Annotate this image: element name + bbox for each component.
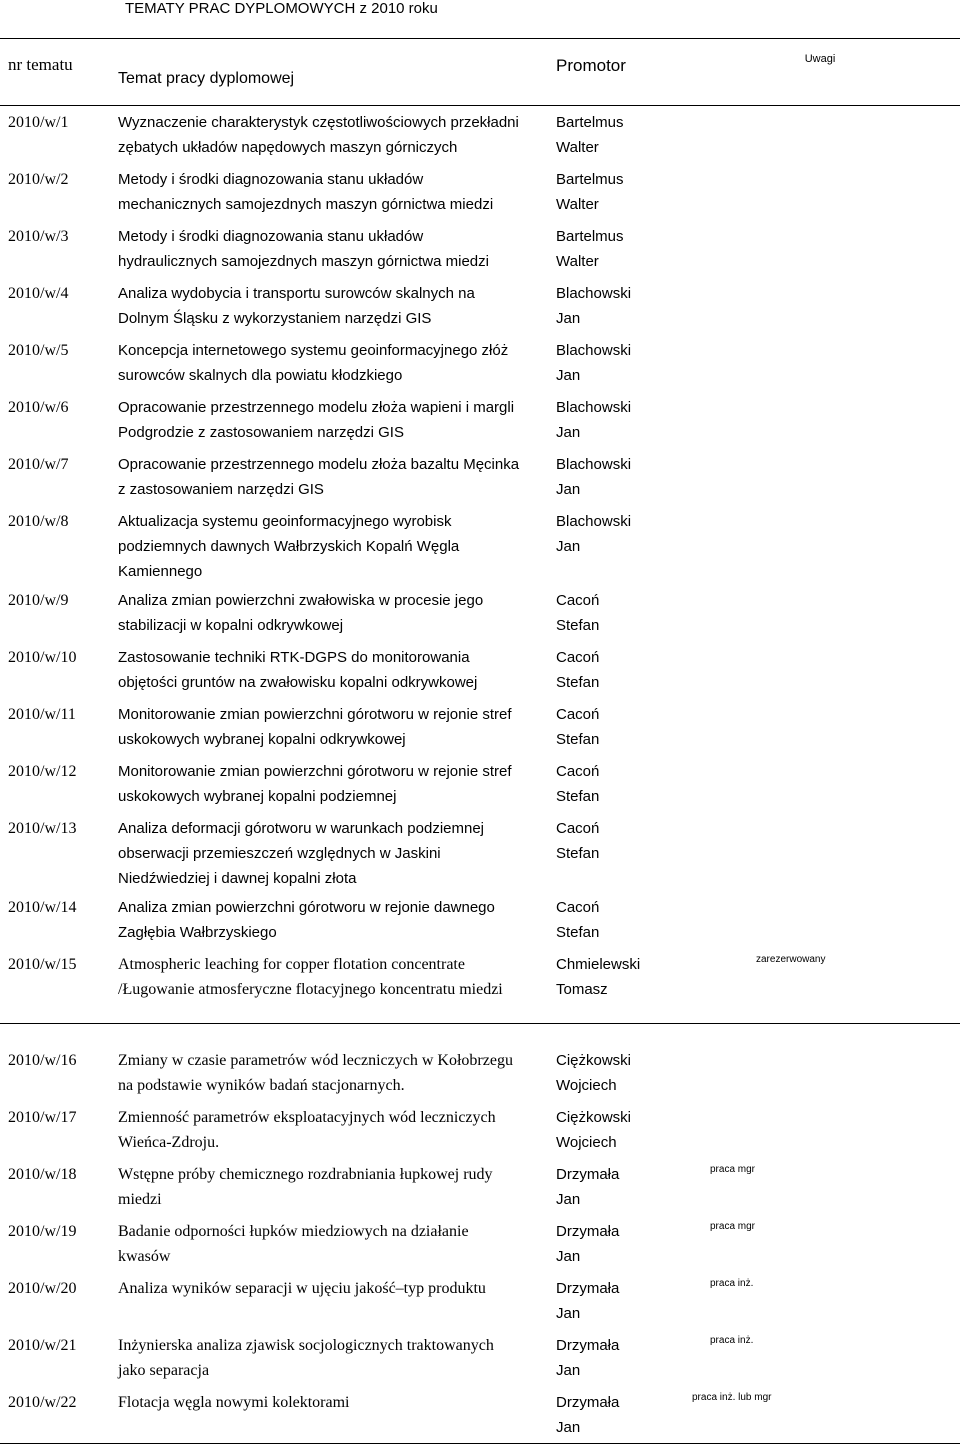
table-row: [0, 698, 960, 755]
table-row: [0, 277, 960, 334]
header-promoter: Promotor: [556, 56, 626, 75]
header-nr-cell: [0, 39, 113, 106]
topic-title-cell: [113, 698, 554, 755]
topic-title-cell: [113, 1215, 554, 1272]
promoter-name-cell: [554, 334, 680, 391]
topic-number: 2010/w/3: [8, 227, 69, 245]
topic-number-cell: [0, 1101, 113, 1158]
topic-number: 2010/w/4: [8, 284, 69, 302]
document-title: TEMATY PRAC DYPLOMOWYCH z 2010 roku: [125, 0, 438, 17]
promoter-name: Cacoń Stefan: [556, 648, 600, 691]
table-row: [0, 1044, 960, 1101]
table-row: [0, 334, 960, 391]
topic-number-cell: [0, 584, 113, 641]
topic-number-cell: [0, 891, 113, 948]
topic-number: 2010/w/7: [8, 455, 69, 473]
topic-note-cell: [680, 1386, 960, 1443]
promoter-name: Blachowski Jan: [556, 341, 632, 384]
topic-title-cell: [113, 448, 554, 505]
topic-note: [680, 334, 960, 339]
table-row: [0, 505, 960, 584]
topic-number: 2010/w/16: [8, 1052, 77, 1069]
topic-note: [680, 106, 960, 111]
separator-cell: [680, 1024, 960, 1045]
topic-title: Koncepcja internetowego systemu geoinformacyjnego złóż surowców skalnych dla powiatu kłodzkiego: [118, 341, 509, 384]
topic-note-cell: [680, 334, 960, 391]
promoter-name-cell: [554, 584, 680, 641]
topic-note-cell: [680, 106, 960, 163]
topic-note: [680, 277, 960, 282]
topic-number-cell: [0, 1386, 113, 1443]
promoter-name-cell: [554, 391, 680, 448]
promoter-name-cell: [554, 163, 680, 220]
topic-title: Analiza deformacji górotworu w warunkach podziemnej obserwacji przemieszczeń względnych w Jaskini Niedźwiedziej i dawnej kopalni złota: [118, 819, 485, 887]
table-row: [0, 1215, 960, 1272]
topic-number-cell: [0, 163, 113, 220]
promoter-name-cell: [554, 698, 680, 755]
promoter-name: Cacoń Stefan: [556, 898, 600, 941]
promoter-name-cell: [554, 948, 680, 1024]
promoter-name: Drzymała Jan: [556, 1166, 620, 1208]
table-row: [0, 1386, 960, 1443]
table-header-row: [0, 39, 960, 106]
topic-title: Metody i środki diagnozowania stanu układów hydraulicznych samojezdnych maszyn górnictwa miedzi: [118, 227, 489, 270]
topic-number: 2010/w/5: [8, 341, 69, 359]
topic-note: praca inż. lub mgr: [692, 1392, 772, 1403]
table-row: [0, 641, 960, 698]
topic-note: [680, 755, 960, 760]
topic-title-cell: [113, 948, 554, 1024]
topic-note: praca mgr: [710, 1164, 756, 1175]
topic-note: zarezerwowany: [756, 953, 826, 965]
promoter-name: Chmielewski Tomasz: [556, 955, 641, 998]
header-notes-cell: [680, 39, 960, 106]
promoter-name-cell: [554, 641, 680, 698]
promoter-name: Ciężkowski Wojciech: [556, 1052, 632, 1094]
topic-note: [680, 641, 960, 646]
topic-note: [680, 448, 960, 453]
topic-number: 2010/w/18: [8, 1166, 77, 1183]
topic-title-cell: [113, 334, 554, 391]
topic-title: Opracowanie przestrzennego modelu złoża bazaltu Męcinka z zastosowaniem narzędzi GIS: [118, 455, 520, 498]
topic-title-cell: [113, 891, 554, 948]
promoter-name-cell: [554, 106, 680, 163]
topic-title: Zmienność parametrów eksploatacyjnych wód leczniczych Wieńca-Zdroju.: [118, 1109, 496, 1151]
topic-note: [680, 505, 960, 510]
promoter-name-cell: [554, 891, 680, 948]
topic-title: Monitorowanie zmian powierzchni górotworu w rejonie stref uskokowych wybranej kopalni podziemnej: [118, 762, 512, 805]
topic-title: Analiza wydobycia i transportu surowców skalnych na Dolnym Śląsku z wykorzystaniem narzędzi GIS: [118, 284, 475, 327]
table-row: [0, 106, 960, 163]
topic-note-cell: [680, 505, 960, 584]
topic-note: praca mgr: [710, 1221, 756, 1232]
topic-number-cell: [0, 1215, 113, 1272]
promoter-name: Blachowski Jan: [556, 512, 632, 555]
table-row: [0, 1272, 960, 1329]
separator-cell: [113, 1024, 554, 1045]
topic-number-cell: [0, 755, 113, 812]
promoter-name: Drzymała Jan: [556, 1223, 620, 1265]
topic-note-cell: [680, 220, 960, 277]
topic-note: praca inż.: [710, 1335, 754, 1346]
topic-title: Analiza zmian powierzchni górotworu w rejonie dawnego Zagłębia Wałbrzyskiego: [118, 898, 495, 941]
topic-title: Wstępne próby chemicznego rozdrabniania łupkowej rudy miedzi: [118, 1166, 493, 1208]
topic-number-cell: [0, 1044, 113, 1101]
topic-title-cell: [113, 812, 554, 891]
promoter-name-cell: [554, 1101, 680, 1158]
topic-title-cell: [113, 391, 554, 448]
topic-number: 2010/w/13: [8, 819, 77, 837]
topic-title-cell: [113, 163, 554, 220]
promoter-name-cell: [554, 448, 680, 505]
topic-note-cell: [680, 448, 960, 505]
promoter-name-cell: [554, 1386, 680, 1443]
topic-title-cell: [113, 220, 554, 277]
promoter-name-cell: [554, 1044, 680, 1101]
topic-note: [680, 891, 960, 896]
promoter-name: Cacoń Stefan: [556, 819, 600, 862]
topic-title: Zmiany w czasie parametrów wód leczniczych w Kołobrzegu na podstawie wyników badań stacjonarnych.: [118, 1052, 513, 1094]
promoter-name: Cacoń Stefan: [556, 762, 600, 805]
topic-number: 2010/w/21: [8, 1337, 77, 1354]
topic-title: Atmospheric leaching for copper flotation concentrate /Ługowanie atmosferyczne flotacyjnego koncentratu miedzi: [118, 955, 503, 998]
topic-note-cell: [680, 641, 960, 698]
topic-number: 2010/w/8: [8, 512, 69, 530]
topic-note-cell: [680, 1272, 960, 1329]
topic-number-cell: [0, 106, 113, 163]
topic-number: 2010/w/6: [8, 398, 69, 416]
promoter-name: Blachowski Jan: [556, 284, 632, 327]
promoter-name-cell: [554, 812, 680, 891]
topic-number-cell: [0, 220, 113, 277]
topic-title-cell: [113, 277, 554, 334]
topic-note-cell: [680, 1329, 960, 1386]
topic-note: [680, 1101, 960, 1106]
topic-number-cell: [0, 505, 113, 584]
promoter-name: Bartelmus Walter: [556, 227, 624, 270]
promoter-name: Ciężkowski Wojciech: [556, 1109, 632, 1151]
promoter-name: Drzymała Jan: [556, 1280, 620, 1322]
table-row: [0, 163, 960, 220]
topic-title: Aktualizacja systemu geoinformacyjnego wyrobisk podziemnych dawnych Wałbrzyskich Kopalń Węgla Kamiennego: [118, 512, 460, 580]
topic-title: Metody i środki diagnozowania stanu układów mechanicznych samojezdnych maszyn górnictwa miedzi: [118, 170, 494, 213]
topic-number-cell: [0, 391, 113, 448]
promoter-name-cell: [554, 1215, 680, 1272]
header-promoter-cell: [554, 39, 680, 106]
topic-title: Analiza wyników separacji w ujęciu jakość–typ produktu: [118, 1280, 486, 1297]
table-row: [0, 812, 960, 891]
table-row: [0, 448, 960, 505]
topic-number: 2010/w/9: [8, 591, 69, 609]
topic-title: Wyznaczenie charakterystyk częstotliwościowych przekładni zębatych układów napędowych maszyn górniczych: [118, 114, 519, 156]
topic-note-cell: [680, 584, 960, 641]
topic-title-cell: [113, 755, 554, 812]
topic-number-cell: [0, 277, 113, 334]
header-nr: nr tematu: [8, 55, 73, 74]
topic-title-cell: [113, 1158, 554, 1215]
promoter-name-cell: [554, 1272, 680, 1329]
topic-number: 2010/w/15: [8, 955, 77, 973]
topic-number-cell: [0, 1272, 113, 1329]
separator-cell: [554, 1024, 680, 1045]
topic-note-cell: [680, 1158, 960, 1215]
table-row: [0, 1329, 960, 1386]
topic-number-cell: [0, 812, 113, 891]
table-row: [0, 891, 960, 948]
promoter-name: Blachowski Jan: [556, 455, 632, 498]
topic-number-cell: [0, 334, 113, 391]
promoter-name: Bartelmus Walter: [556, 170, 624, 213]
topic-title-cell: [113, 106, 554, 163]
header-notes: Uwagi: [804, 53, 836, 65]
topic-note-cell: [680, 698, 960, 755]
topic-title: Analiza zmian powierzchni zwałowiska w procesie jego stabilizacji w kopalni odkrywkowej: [118, 591, 484, 634]
topic-note-cell: [680, 1215, 960, 1272]
topic-note-cell: [680, 812, 960, 891]
topics-table: [0, 38, 960, 1444]
topic-title-cell: [113, 1329, 554, 1386]
topic-title-cell: [113, 505, 554, 584]
topic-note: [680, 698, 960, 703]
group-separator: [0, 1024, 960, 1045]
topic-title-cell: [113, 1101, 554, 1158]
topic-number-cell: [0, 698, 113, 755]
promoter-name: Cacoń Stefan: [556, 705, 600, 748]
topic-number-cell: [0, 448, 113, 505]
topic-note: [680, 584, 960, 589]
topic-note-cell: [680, 163, 960, 220]
topic-title: Monitorowanie zmian powierzchni górotworu w rejonie stref uskokowych wybranej kopalni odkrywkowej: [118, 705, 512, 748]
promoter-name-cell: [554, 277, 680, 334]
table-row: [0, 584, 960, 641]
topic-note-cell: [680, 277, 960, 334]
topic-note: [680, 1044, 960, 1049]
topic-number: 2010/w/17: [8, 1109, 77, 1126]
table-row: [0, 755, 960, 812]
topic-title-cell: [113, 1044, 554, 1101]
header-topic-cell: [113, 39, 554, 106]
topic-title: Inżynierska analiza zjawisk socjologicznych traktowanych jako separacja: [118, 1337, 494, 1379]
topic-title-cell: [113, 584, 554, 641]
separator-cell: [0, 1024, 113, 1045]
topic-number-cell: [0, 1329, 113, 1386]
promoter-name: Blachowski Jan: [556, 398, 632, 441]
topic-note: praca inż.: [710, 1278, 754, 1289]
topic-number-cell: [0, 948, 113, 1024]
topic-note-cell: [680, 755, 960, 812]
topic-title-cell: [113, 1272, 554, 1329]
topic-note-cell: [680, 1101, 960, 1158]
topic-title: Flotacja węgla nowymi kolektorami: [118, 1394, 350, 1411]
topic-number: 2010/w/2: [8, 170, 69, 188]
topic-note-cell: [680, 948, 960, 1024]
topic-number: 2010/w/12: [8, 762, 77, 780]
topic-number: 2010/w/11: [8, 705, 76, 723]
promoter-name-cell: [554, 1329, 680, 1386]
topic-number: 2010/w/22: [8, 1394, 77, 1411]
topic-note-cell: [680, 1044, 960, 1101]
topic-title: Badanie odporności łupków miedziowych na działanie kwasów: [118, 1223, 469, 1265]
table-row: [0, 1158, 960, 1215]
topic-note-cell: [680, 891, 960, 948]
promoter-name: Drzymała Jan: [556, 1394, 620, 1436]
topic-title: Opracowanie przestrzennego modelu złoża wapieni i margli Podgrodzie z zastosowaniem narzędzi GIS: [118, 398, 515, 441]
topic-number: 2010/w/20: [8, 1280, 77, 1297]
topic-number: 2010/w/1: [8, 114, 69, 131]
topic-number: 2010/w/14: [8, 898, 77, 916]
topic-note-cell: [680, 391, 960, 448]
topic-note: [680, 220, 960, 225]
topic-title-cell: [113, 1386, 554, 1443]
promoter-name-cell: [554, 220, 680, 277]
header-topic: Temat pracy dyplomowej: [118, 70, 295, 87]
topic-note: [680, 391, 960, 396]
promoter-name-cell: [554, 1158, 680, 1215]
table-row: [0, 1101, 960, 1158]
table-row: [0, 391, 960, 448]
topic-number-cell: [0, 641, 113, 698]
promoter-name-cell: [554, 755, 680, 812]
topic-note: [680, 812, 960, 817]
promoter-name: Cacoń Stefan: [556, 591, 600, 634]
topic-number: 2010/w/10: [8, 648, 77, 666]
topic-number: 2010/w/19: [8, 1223, 77, 1240]
promoter-name-cell: [554, 505, 680, 584]
promoter-name: Bartelmus Walter: [556, 114, 624, 156]
topic-title: Zastosowanie techniki RTK-DGPS do monitorowania objętości gruntów na zwałowisku kopalni odkrywkowej: [118, 648, 478, 691]
promoter-name: Drzymała Jan: [556, 1337, 620, 1379]
topic-note: [680, 163, 960, 168]
table-row: [0, 220, 960, 277]
topic-title-cell: [113, 641, 554, 698]
topic-number-cell: [0, 1158, 113, 1215]
table-row: [0, 948, 960, 1024]
